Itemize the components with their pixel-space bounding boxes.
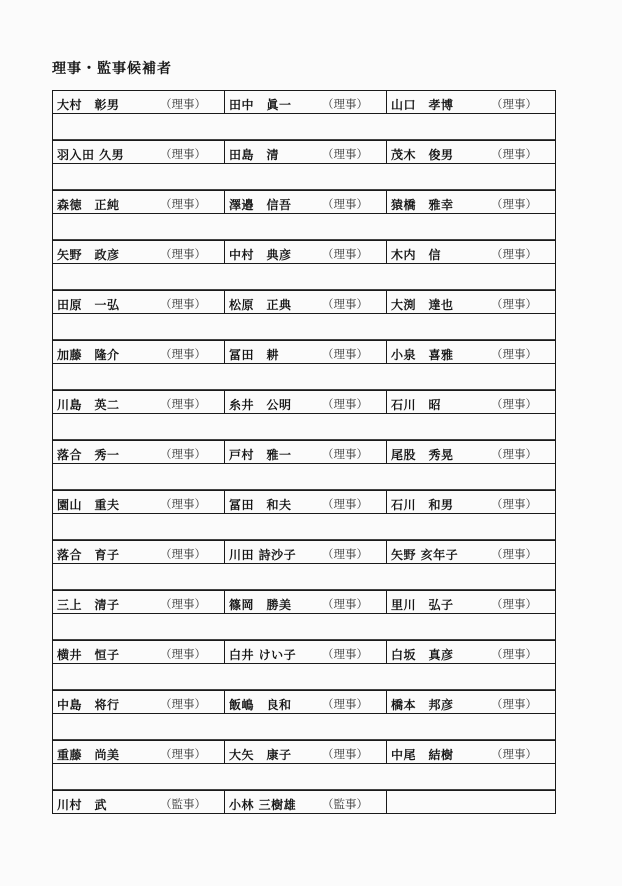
candidate-role: （理事） xyxy=(322,197,368,211)
candidate-role: （監事） xyxy=(160,797,206,811)
candidate-role: （理事） xyxy=(322,97,368,111)
candidate-name: 冨田 和夫 xyxy=(229,498,292,512)
candidate-role: （理事） xyxy=(491,247,537,261)
candidate-role: （理事） xyxy=(322,497,368,511)
candidate-role: （理事） xyxy=(491,197,537,211)
candidate-role: （理事） xyxy=(322,297,368,311)
candidate-role: （理事） xyxy=(322,397,368,411)
candidate-cell xyxy=(387,291,555,313)
candidate-cell xyxy=(387,141,555,163)
candidate-name: 三上 清子 xyxy=(57,598,120,612)
candidate-role: （理事） xyxy=(322,347,368,361)
table-row xyxy=(53,640,555,664)
candidate-name: 森徳 正純 xyxy=(57,198,120,212)
candidate-role: （理事） xyxy=(491,647,537,661)
row-spacer xyxy=(53,314,555,340)
candidate-cell xyxy=(387,641,555,663)
candidate-role: （理事） xyxy=(160,197,206,211)
table-row xyxy=(53,290,555,314)
table-row xyxy=(53,90,555,114)
candidate-cell xyxy=(53,191,225,213)
candidate-cell xyxy=(53,91,225,113)
candidate-role: （理事） xyxy=(491,297,537,311)
row-spacer xyxy=(53,614,555,640)
candidate-cell xyxy=(53,141,225,163)
candidate-role: （理事） xyxy=(322,597,368,611)
candidate-name: 落合 秀一 xyxy=(57,448,120,462)
candidate-name: 矢野 亥年子 xyxy=(391,548,459,562)
table-row xyxy=(53,240,555,264)
candidate-cell xyxy=(225,291,387,313)
candidate-role: （理事） xyxy=(160,497,206,511)
candidate-cell xyxy=(53,741,225,763)
table-row xyxy=(53,340,555,364)
candidate-name: 中尾 結樹 xyxy=(391,748,454,762)
candidate-cell xyxy=(225,641,387,663)
table-row xyxy=(53,440,555,464)
candidate-name: 中村 典彦 xyxy=(229,248,292,262)
candidate-name: 山口 孝博 xyxy=(391,98,454,112)
candidate-name: 石川 和男 xyxy=(391,498,454,512)
candidate-name: 川島 英二 xyxy=(57,398,120,412)
candidate-cell xyxy=(225,441,387,463)
candidate-role: （理事） xyxy=(322,747,368,761)
candidate-name: 尾股 秀晃 xyxy=(391,448,454,462)
row-spacer xyxy=(53,514,555,540)
row-spacer xyxy=(53,264,555,290)
candidate-role: （理事） xyxy=(491,697,537,711)
candidate-role: （理事） xyxy=(491,547,537,561)
candidate-role: （理事） xyxy=(491,97,537,111)
candidate-role: （理事） xyxy=(491,347,537,361)
candidate-name: 松原 正典 xyxy=(229,298,292,312)
candidate-cell xyxy=(225,141,387,163)
candidate-cell xyxy=(387,491,555,513)
candidate-cell xyxy=(225,741,387,763)
candidate-name: 篠岡 勝美 xyxy=(229,598,292,612)
candidate-role: （理事） xyxy=(491,747,537,761)
candidate-role: （理事） xyxy=(322,697,368,711)
candidate-cell xyxy=(387,741,555,763)
candidate-name: 澤邉 信吾 xyxy=(229,198,292,212)
candidate-name: 小林 三樹雄 xyxy=(229,798,297,812)
candidate-cell xyxy=(387,341,555,363)
table-row xyxy=(53,690,555,714)
candidate-name: 橋本 邦彦 xyxy=(391,698,454,712)
candidate-cell xyxy=(53,591,225,613)
candidate-role: （理事） xyxy=(322,147,368,161)
candidate-cell xyxy=(225,91,387,113)
candidate-cell xyxy=(225,191,387,213)
candidate-name: 田中 眞一 xyxy=(229,98,292,112)
candidate-name: 園山 重夫 xyxy=(57,498,120,512)
candidate-cell xyxy=(387,191,555,213)
candidate-cell xyxy=(225,791,387,813)
candidate-name: 田原 一弘 xyxy=(57,298,120,312)
candidate-cell xyxy=(225,341,387,363)
row-spacer xyxy=(53,114,555,140)
candidate-cell xyxy=(53,491,225,513)
candidate-cell xyxy=(53,541,225,563)
candidate-name: 中島 将行 xyxy=(57,698,120,712)
row-spacer xyxy=(53,564,555,590)
candidate-name: 猿橋 雅幸 xyxy=(391,198,454,212)
candidate-role: （理事） xyxy=(322,547,368,561)
candidate-cell xyxy=(53,691,225,713)
candidate-name: 石川 昭 xyxy=(391,398,442,412)
candidate-cell xyxy=(387,591,555,613)
candidate-cell xyxy=(387,391,555,413)
candidate-cell xyxy=(387,441,555,463)
table-row xyxy=(53,140,555,164)
table-row xyxy=(53,590,555,614)
candidate-cell xyxy=(387,241,555,263)
candidate-cell xyxy=(53,241,225,263)
row-spacer xyxy=(53,714,555,740)
candidate-role: （理事） xyxy=(322,447,368,461)
candidate-cell xyxy=(53,391,225,413)
candidate-name: 落合 育子 xyxy=(57,548,120,562)
candidate-role: （理事） xyxy=(160,247,206,261)
page-title: 理事・監事候補者 xyxy=(52,61,172,77)
candidate-name: 横井 恒子 xyxy=(57,648,120,662)
row-spacer xyxy=(53,464,555,490)
candidate-name: 白坂 真彦 xyxy=(391,648,454,662)
candidate-role: （理事） xyxy=(160,697,206,711)
candidate-name: 田島 清 xyxy=(229,148,280,162)
candidate-cell xyxy=(225,241,387,263)
candidate-table xyxy=(52,90,556,814)
candidate-role: （理事） xyxy=(491,497,537,511)
candidate-cell xyxy=(53,291,225,313)
candidate-name: 木内 信 xyxy=(391,248,442,262)
candidate-role: （監事） xyxy=(322,797,368,811)
candidate-name: 茂木 俊男 xyxy=(391,148,454,162)
candidate-role: （理事） xyxy=(160,397,206,411)
candidate-role: （理事） xyxy=(491,147,537,161)
candidate-role: （理事） xyxy=(160,347,206,361)
candidate-name: 里川 弘子 xyxy=(391,598,454,612)
candidate-cell xyxy=(225,391,387,413)
candidate-cell xyxy=(225,491,387,513)
candidate-name: 羽入田 久男 xyxy=(57,148,125,162)
candidate-name: 大村 彰男 xyxy=(57,98,120,112)
candidate-name: 川田 詩沙子 xyxy=(229,548,297,562)
row-spacer xyxy=(53,164,555,190)
candidate-cell xyxy=(53,791,225,813)
row-spacer xyxy=(53,214,555,240)
table-row xyxy=(53,740,555,764)
candidate-role: （理事） xyxy=(322,647,368,661)
candidate-cell xyxy=(387,691,555,713)
candidate-name: 冨田 耕 xyxy=(229,348,280,362)
candidate-cell xyxy=(225,591,387,613)
candidate-name: 加藤 隆介 xyxy=(57,348,120,362)
candidate-name: 矢野 政彦 xyxy=(57,248,120,262)
candidate-name: 飯嶋 良和 xyxy=(229,698,292,712)
candidate-cell xyxy=(387,91,555,113)
candidate-name: 白井 けい子 xyxy=(229,648,297,662)
table-row xyxy=(53,540,555,564)
candidate-name: 重藤 尚美 xyxy=(57,748,120,762)
candidate-cell xyxy=(53,441,225,463)
candidate-role: （理事） xyxy=(160,147,206,161)
candidate-name: 大渕 達也 xyxy=(391,298,454,312)
candidate-role: （理事） xyxy=(160,97,206,111)
candidate-role: （理事） xyxy=(491,397,537,411)
row-spacer xyxy=(53,764,555,790)
candidate-name: 小泉 喜雅 xyxy=(391,348,454,362)
table-row xyxy=(53,790,555,814)
candidate-name: 糸井 公明 xyxy=(229,398,292,412)
candidate-role: （理事） xyxy=(160,297,206,311)
candidate-cell xyxy=(225,691,387,713)
table-row xyxy=(53,390,555,414)
candidate-role: （理事） xyxy=(160,547,206,561)
table-row xyxy=(53,190,555,214)
candidate-cell xyxy=(387,541,555,563)
row-spacer xyxy=(53,664,555,690)
row-spacer xyxy=(53,364,555,390)
candidate-cell xyxy=(387,791,555,813)
candidate-role: （理事） xyxy=(160,747,206,761)
table-row xyxy=(53,490,555,514)
candidate-name: 川村 武 xyxy=(57,798,108,812)
candidate-name: 戸村 雅一 xyxy=(229,448,292,462)
candidate-name: 大矢 康子 xyxy=(229,748,292,762)
candidate-cell xyxy=(53,641,225,663)
candidate-cell xyxy=(225,541,387,563)
candidate-role: （理事） xyxy=(160,597,206,611)
candidate-role: （理事） xyxy=(491,597,537,611)
candidate-role: （理事） xyxy=(491,447,537,461)
row-spacer xyxy=(53,414,555,440)
candidate-role: （理事） xyxy=(160,647,206,661)
candidate-cell xyxy=(53,341,225,363)
candidate-role: （理事） xyxy=(160,447,206,461)
candidate-role: （理事） xyxy=(322,247,368,261)
